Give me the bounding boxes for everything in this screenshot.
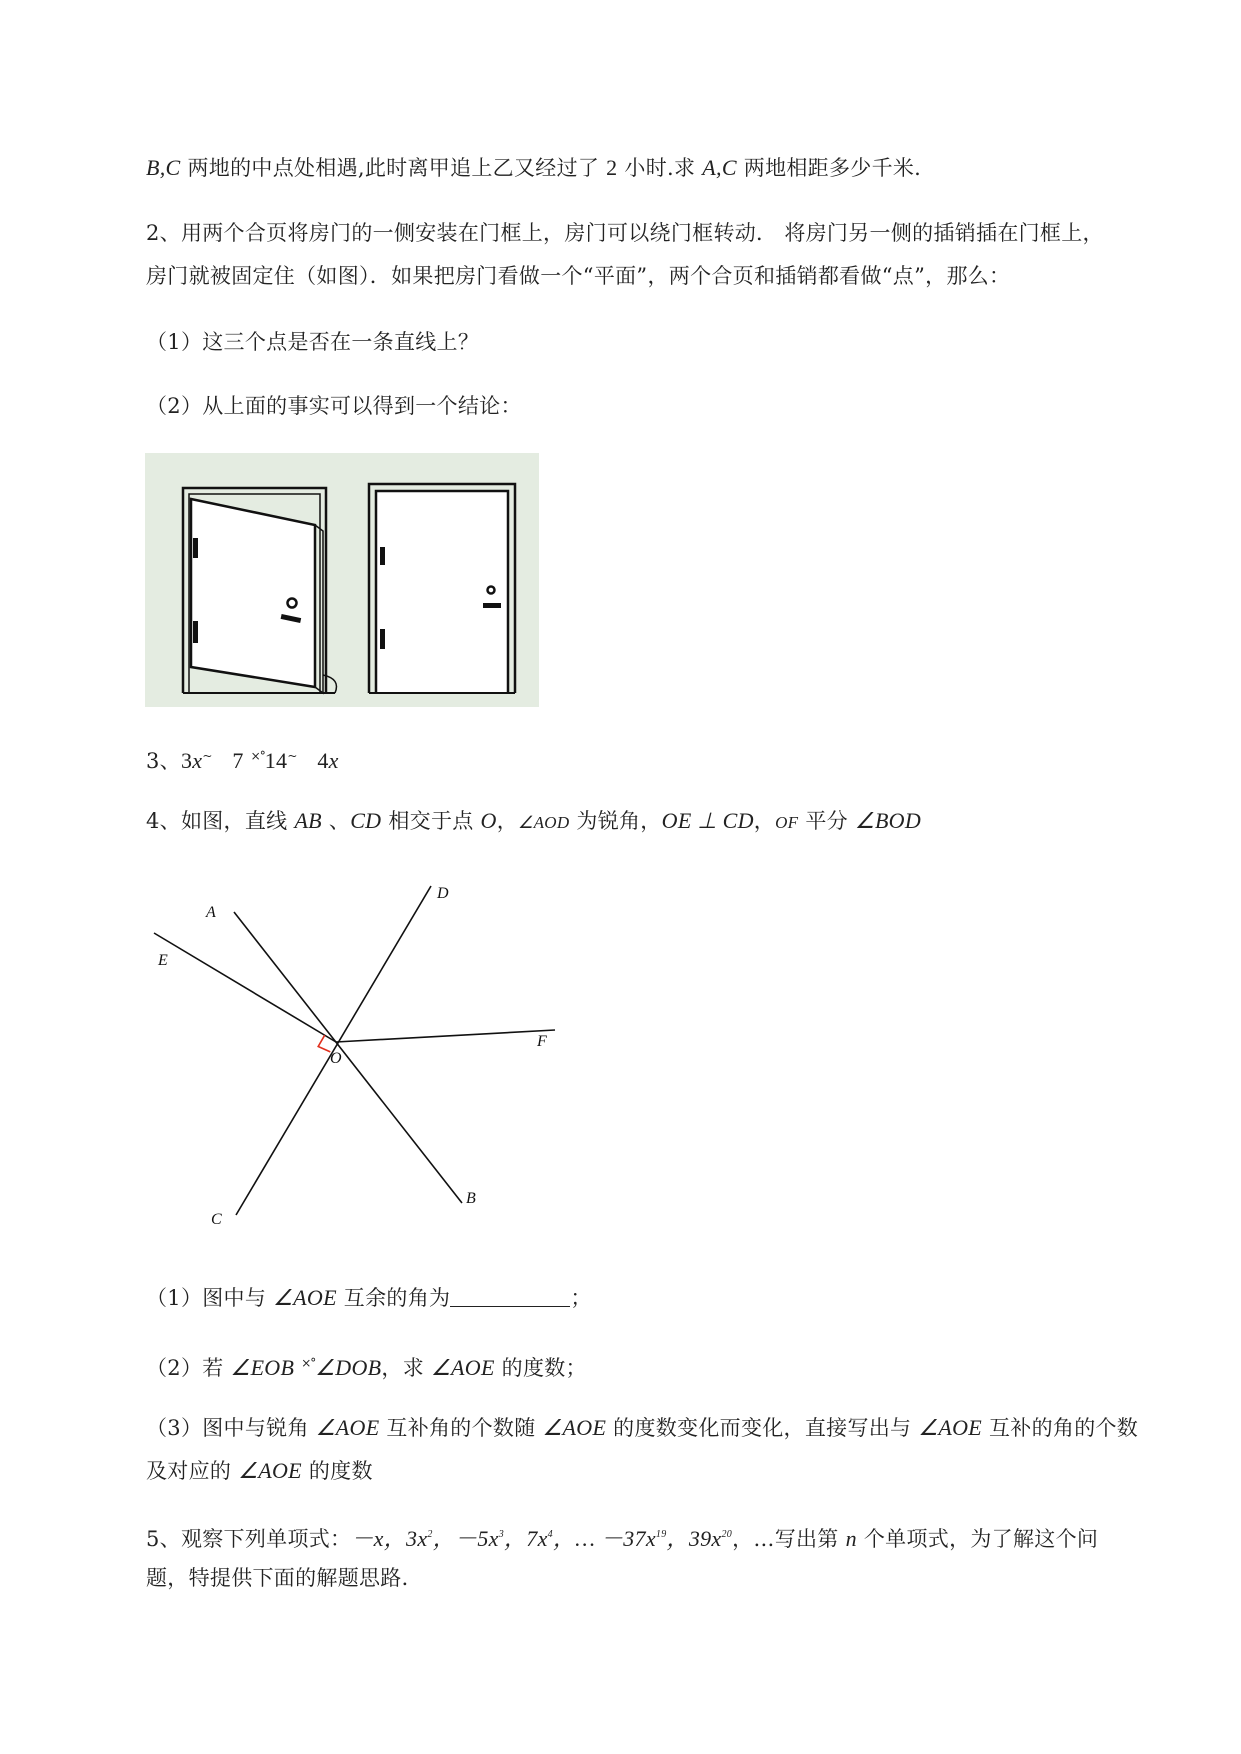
q2-line-1: 2、用两个合页将房门的一侧安装在门框上，房门可以绕门框转动． 将房门另一侧的插销插在门框上， [146, 221, 1104, 245]
q3-coef-a: 3 [180, 748, 193, 773]
q2-line-2: 房门就被固定住（如图）．如果把房门看做一个“平面”，两个合页和插销都看做“点”，那么： [146, 264, 1011, 288]
ray-of: OF [775, 813, 799, 832]
points-ac: A,C [702, 155, 737, 180]
line-ab: AB [294, 808, 322, 833]
q4-sub3-angle-1: ∠AOE [315, 1415, 380, 1440]
q4-sub3-angle-3: ∠AOE [918, 1415, 983, 1440]
label-e: E [158, 952, 168, 969]
q4-text-5: 为锐角， [569, 809, 662, 833]
q4-sub3-angle-4: ∠AOE [238, 1458, 302, 1483]
points-bc: B,C [146, 155, 181, 180]
q4-text-4: ， [496, 809, 519, 833]
label-a: A [206, 904, 216, 921]
q1-text-1: 两地的中点处相遇,此时离甲追上乙又经过了 [180, 156, 607, 180]
q5-text-2: 个单项式，为了解这个问 [856, 1527, 1099, 1551]
q3-term-d: 4 [317, 748, 329, 773]
q5-exp-5: 20 [721, 1529, 733, 1540]
q2-sub-1: （1）这三个点是否在一条直线上？ [146, 330, 480, 354]
door-drawing [145, 453, 539, 707]
q4-sub3-text-1: （3）图中与锐角 [146, 1416, 316, 1440]
q3-number: 3、 [146, 749, 181, 773]
q3-symbol-1: ~ [202, 749, 212, 763]
q5-term-3: ，7x [504, 1526, 548, 1551]
q3-term-b: 7 [232, 748, 244, 773]
point-o: O [480, 808, 497, 833]
right-door-hinge-top [380, 547, 385, 565]
left-door-hinge-bottom [193, 621, 198, 643]
oe-perp-cd: OE ⊥ CD [661, 808, 754, 833]
label-b: B [466, 1190, 476, 1207]
q4-sub1-text-1: （1）图中与 [146, 1286, 274, 1310]
q3-var-a: x [192, 748, 203, 773]
angle-bod: ∠BOD [854, 808, 922, 833]
q5-term-5: ，39x [666, 1526, 722, 1551]
ray-oe [154, 933, 336, 1042]
q4-sub-3-line-1 [146, 1413, 1138, 1443]
q4-sub2-text-1: （2）若 [146, 1356, 231, 1380]
label-d: D [437, 885, 449, 902]
q4-text-1: 4、如图，直线 [146, 809, 295, 833]
q5-term-1: －x，3x [351, 1526, 428, 1551]
q5-line-2: 题，特提供下面的解题思路． [146, 1566, 423, 1590]
q4-text-6: ， [753, 809, 776, 833]
door-illustration [145, 453, 539, 707]
q4-sub2-angle-dob: ∠DOB [315, 1355, 382, 1380]
q3-symbol-2: ×° [250, 749, 265, 763]
q4-sub3-text-4: 互补的角的个数 [982, 1416, 1139, 1440]
geometry-figure [140, 870, 580, 1234]
q2-sub-2: （2）从上面的事实可以得到一个结论： [146, 394, 522, 418]
q4-sub-3-line-2 [146, 1456, 373, 1486]
q5-exp-1: 2 [427, 1529, 433, 1540]
ray-of-segment [336, 1030, 555, 1042]
right-door-hinge-bottom [380, 629, 385, 649]
q4-stem [146, 806, 921, 838]
label-o: O [330, 1050, 342, 1067]
left-door-panel [191, 499, 315, 687]
q4-sub2-symbol: ×° [301, 1356, 316, 1370]
q3-term-c: 14 [264, 748, 288, 773]
label-c: C [211, 1211, 222, 1228]
q1-text-2: 小时.求 [617, 156, 703, 180]
q4-text-7: 平分 [798, 809, 855, 833]
q4-sub-1 [146, 1283, 592, 1313]
q3-var-d: x [328, 748, 339, 773]
label-f: F [537, 1033, 547, 1050]
q4-sub2-angle-aoe: ∠AOE [431, 1355, 495, 1380]
q1-text-3: 两地相距多少千米. [736, 156, 922, 180]
q4-text-3: 相交于点 [381, 809, 481, 833]
q4-sub1-text-2: 互余的角为 [336, 1286, 451, 1310]
q5-term-4: ，… －37x [552, 1526, 656, 1551]
q3-symbol-3: ~ [287, 749, 297, 763]
q4-sub2-text-2: ，求 [381, 1356, 431, 1380]
q4-sub3-angle-2: ∠AOE [542, 1415, 607, 1440]
q4-sub2-text-3: 的度数； [494, 1356, 587, 1380]
q5-exp-4: 19 [655, 1529, 667, 1540]
q4-sub-2 [146, 1348, 587, 1383]
q1-tail-line [146, 153, 921, 183]
q4-sub1-angle: ∠AOE [273, 1285, 337, 1310]
q5-term-2: ，－5x [432, 1526, 499, 1551]
geometry-svg [140, 870, 580, 1230]
q4-sub1-end: ； [570, 1286, 592, 1310]
angle-aod: ∠AOD [518, 813, 570, 832]
q5-number: 5、观察下列单项式： [146, 1527, 352, 1551]
q3-line [146, 741, 339, 776]
q4-text-2: 、 [321, 809, 351, 833]
q4-sub3-text-6: 的度数 [301, 1459, 373, 1483]
q5-text-1: ，…写出第 [732, 1527, 846, 1551]
q4-sub3-text-2: 互补角的个数随 [379, 1416, 543, 1440]
q4-sub3-text-5: 及对应的 [146, 1459, 239, 1483]
right-door-bolt [483, 603, 501, 608]
q5-line-1 [146, 1520, 1098, 1554]
q1-hours: 2 [606, 155, 618, 180]
answer-blank[interactable] [450, 1286, 570, 1307]
q5-exp-2: 3 [498, 1529, 504, 1540]
q5-exp-3: 4 [547, 1529, 553, 1540]
q4-sub2-angle-eob: ∠EOB [230, 1355, 295, 1380]
q4-sub3-text-3: 的度数变化而变化，直接写出与 [606, 1416, 919, 1440]
left-door-hinge-top [193, 538, 198, 558]
line-cd: CD [350, 808, 382, 833]
q5-var-n: n [845, 1526, 857, 1551]
